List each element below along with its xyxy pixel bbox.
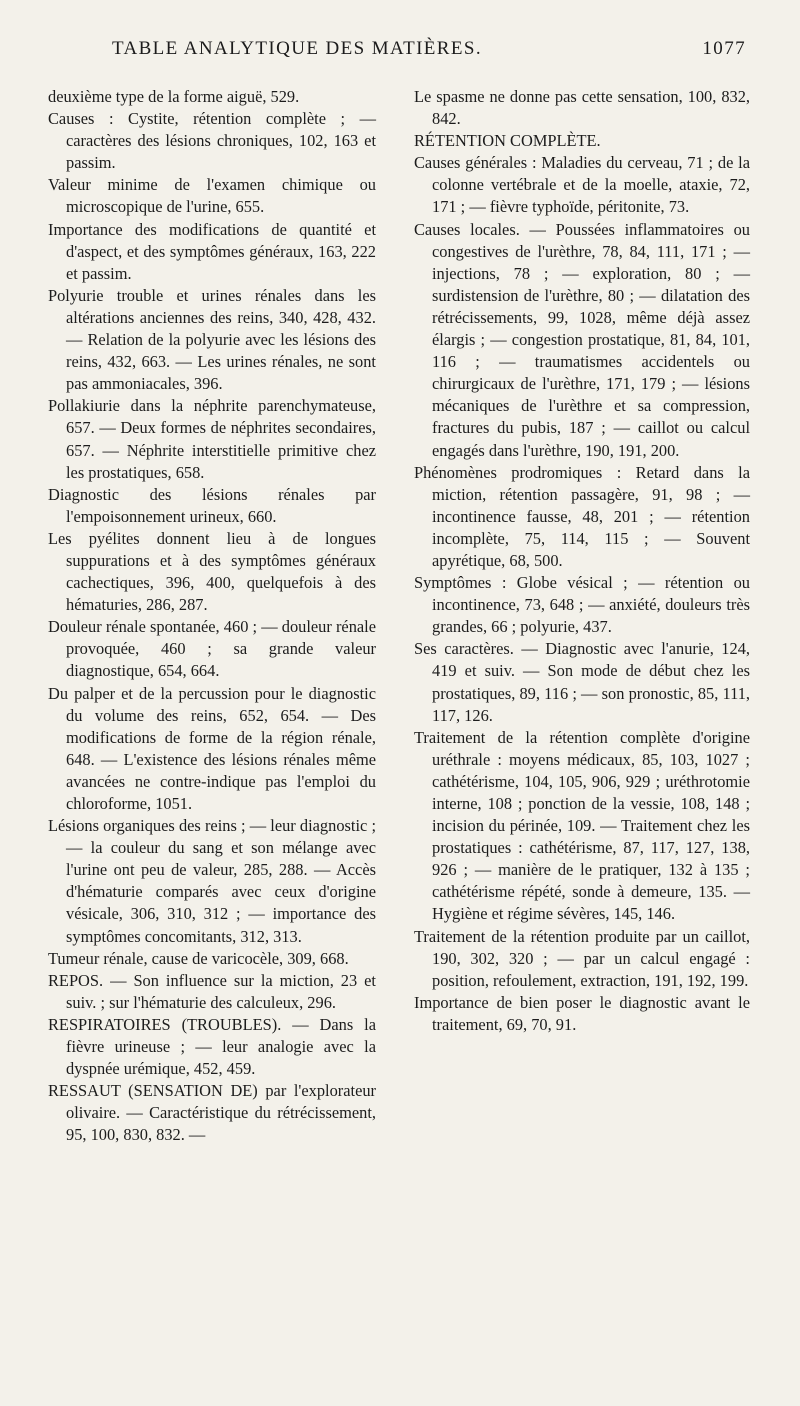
index-entry: Causes locales. — Poussées inflammatoires ou congestives de l'urèthre, 78, 84, 111, 171 ; — injections, 78 ; — exploration, 80 ; — surdistension de l'urèthre, 80 ; — dilatation des rétrécissements, 99, 1028, même déjà assez élargis ; — congestion prostatique, 81, 84, 101, 116 ; — traumatismes accidentels ou chirurgicaux de l'urèthre, 171, 179 ; — lésions mécaniques de l'urèthre et sa compression, fractures du pubis, 187 ; — caillot ou calcul engagés dans l'urèthre, 190, 191, 200. — [414, 219, 750, 460]
index-entry: Lésions organiques des reins ; — leur diagnostic ; — la couleur du sang et son mélange avec l'urine ont peu de valeur, 285, 288. — Accès d'hématurie comparés avec ceux d'origine vésicale, 306, 310, 312 ; — importance des symptômes concomitants, 312, 313. — [48, 816, 376, 946]
index-entry: Causes générales : Maladies du cerveau, 71 ; de la colonne vertébrale et de la moelle, ataxie, 72, 171 ; — fièvre typhoïde, péritonite, 73. — [414, 153, 750, 217]
index-entry: Du palper et de la percussion pour le diagnostic du volume des reins, 652, 654. — Des modifications de forme de la région rénale, 648. — L'existence des lésions rénales même avancées ne contre-indique pas l'emploi du chloroforme, 1051. — [48, 683, 376, 813]
index-entry: Importance de bien poser le diagnostic avant le traitement, 69, 70, 91. — [414, 992, 750, 1034]
index-entry: Tumeur rénale, cause de varicocèle, 309, 668. — [48, 948, 349, 968]
index-entry: Symptômes : Globe vésical ; — rétention ou incontinence, 73, 648 ; — anxiété, douleurs très grandes, 66 ; polyurie, 437. — [414, 573, 750, 637]
index-entry: Ses caractères. — Diagnostic avec l'anurie, 124, 419 et suiv. — Son mode de début chez les prostatiques, 89, 116 ; — son pronostic, 85, 111, 117, 126. — [414, 639, 750, 725]
index-entry: Douleur rénale spontanée, 460 ; — douleur rénale provoquée, 460 ; sa grande valeur diagnostique, 654, 664. — [48, 617, 376, 681]
index-entry: Traitement de la rétention complète d'origine uréthrale : moyens médicaux, 85, 103, 1027 ; cathétérisme, 104, 105, 906, 929 ; uréthrotomie interne, 108 ; ponction de la vessie, 108, 148 ; incision du périnée, 109. — Traitement chez les prostatiques : cathétérisme, 87, 117, 127, 138, 926 ; — manière de le pratiquer, 132 à 135 ; cathétérisme répété, sonde à demeure, 135. — Hygiène et régime sévères, 145, 146. — [414, 727, 750, 924]
index-heading-retention: RÉTENTION COMPLÈTE. — [414, 131, 601, 151]
header-title: TABLE ANALYTIQUE DES MATIÈRES. — [112, 38, 483, 59]
index-entry: Les pyélites donnent lieu à de longues suppurations et à des symptômes généraux cachectiques, 396, 400, quelquefois à des hématuries, 286, 287. — [48, 528, 376, 615]
index-entry: Valeur minime de l'examen chimique ou microscopique de l'urine, 655. — [48, 175, 376, 217]
index-entry: Traitement de la rétention produite par un caillot, 190, 302, 320 ; — par un calcul engagé : position, refoulement, extraction, 191, 192, 199. — [414, 926, 750, 990]
index-entry: Le spasme ne donne pas cette sensation, 100, 832, 842. — [414, 87, 750, 129]
index-entry-ressaut: RESSAUT (SENSATION DE) par l'explorateur olivaire. — Caractéristique du rétrécissement, 95, 100, 830, 832. — — [48, 1081, 376, 1145]
index-entry: deuxième type de la forme aiguë, 529. — [48, 87, 300, 106]
index-entry: Importance des modifications de quantité et d'aspect, et des symptômes généraux, 163, 222 et passim. — [48, 219, 376, 283]
index-entry: Polyurie trouble et urines rénales dans les altérations anciennes des reins, 340, 428, 432. — Relation de la polyurie avec les lésions des reins, 432, 663. — Les urines rénales, ne sont pas ammoniacales, 396. — [48, 285, 376, 394]
index-entry: Diagnostic des lésions rénales par l'empoisonnement urineux, 660. — [48, 484, 376, 526]
right-column — [414, 86, 750, 1036]
index-entry: Causes : Cystite, rétention complète ; — caractères des lésions chroniques, 102, 163 et passim. — [48, 109, 376, 173]
index-entry-repos: REPOS. — Son influence sur la miction, 23 et suiv. ; sur l'hématurie des calculeux, 296. — [48, 970, 376, 1012]
index-entry: Phénomènes prodromiques : Retard dans la miction, rétention passagère, 91, 98 ; — incontinence fausse, 48, 201 ; — rétention incomplète, 75, 114, 115 ; — Souvent apyrétique, 68, 500. — [414, 462, 750, 570]
left-column — [48, 86, 376, 1147]
index-entry: Pollakiurie dans la néphrite parenchymateuse, 657. — Deux formes de néphrites secondaires, 657. — Néphrite interstitielle primitive chez les prostatiques, 658. — [48, 396, 376, 482]
index-entry-respiratoires: RESPIRATOIRES (TROUBLES). — Dans la fièvre urineuse ; — leur analogie avec la dyspnée urémique, 452, 459. — [48, 1014, 376, 1079]
page-number: 1077 — [702, 38, 746, 59]
